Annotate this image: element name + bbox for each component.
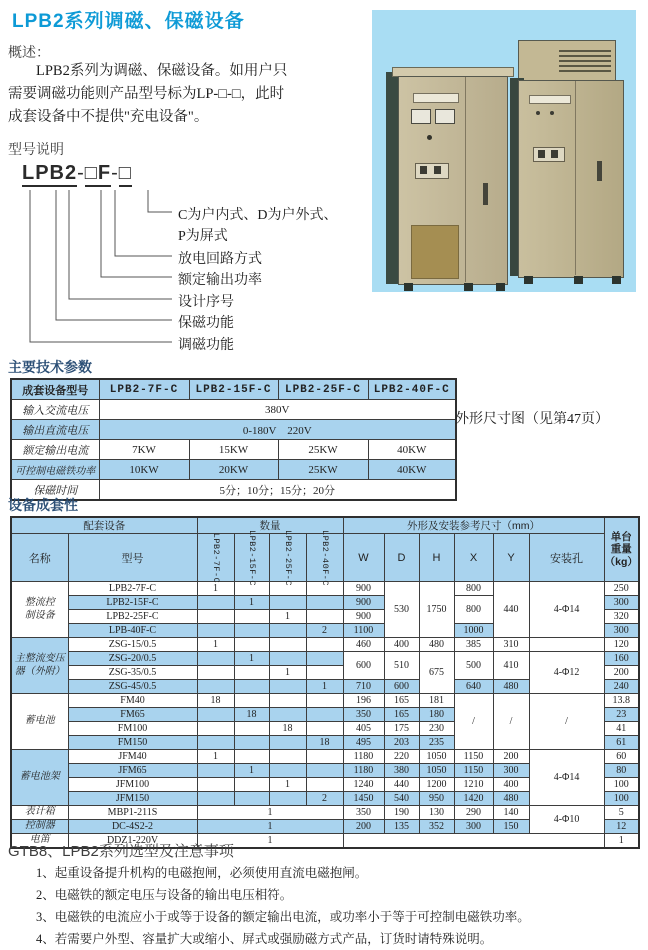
kit-weight: 41 bbox=[604, 722, 639, 736]
kit-heading: 设备成套性 bbox=[8, 497, 78, 513]
kit-name: 主整流变压 器（外附） bbox=[11, 638, 68, 694]
kit-qty: 18 bbox=[269, 722, 306, 736]
kit-weight: 23 bbox=[604, 708, 639, 722]
kit-d: 135 bbox=[384, 820, 419, 834]
kit-x: 1420 bbox=[454, 792, 493, 806]
kit-d: 380 bbox=[384, 764, 419, 778]
kit-d: 440 bbox=[384, 778, 419, 792]
kit-qty: 1 bbox=[197, 638, 234, 652]
kit-hole bbox=[529, 638, 604, 652]
kit-dim-col: H bbox=[419, 534, 454, 582]
kit-y: 310 bbox=[493, 638, 529, 652]
cabinet-right bbox=[518, 80, 624, 278]
model-code-mid: □F bbox=[85, 162, 111, 187]
params-value: 5分；10分；15分；20分 bbox=[99, 480, 456, 501]
kit-qty: 1 bbox=[234, 596, 269, 610]
kit-x: 300 bbox=[454, 820, 493, 834]
kit-weight: 240 bbox=[604, 680, 639, 694]
kit-qty: 1 bbox=[269, 778, 306, 792]
params-value: 25KW bbox=[278, 440, 368, 460]
params-value: 380V bbox=[99, 400, 456, 420]
kit-header-group: 配套设备 bbox=[11, 517, 197, 534]
kit-x: 290 bbox=[454, 806, 493, 820]
kit-w: 1100 bbox=[343, 624, 384, 638]
kit-w: 1180 bbox=[343, 764, 384, 778]
kit-h: 181 bbox=[419, 694, 454, 708]
kit-w: 200 bbox=[343, 820, 384, 834]
kit-x: 800 bbox=[454, 582, 493, 596]
kit-h: 1050 bbox=[419, 764, 454, 778]
kit-y: / bbox=[493, 694, 529, 750]
kit-dim-col: Y bbox=[493, 534, 529, 582]
kit-qty: 1 bbox=[197, 806, 343, 820]
kit-x: 800 bbox=[454, 596, 493, 624]
kit-qty: 1 bbox=[197, 820, 343, 834]
kit-table bbox=[10, 516, 640, 849]
kit-x: 500 bbox=[454, 652, 493, 680]
kit-d: 165 bbox=[384, 694, 419, 708]
model-label: C为户内式、D为户外式、 bbox=[178, 208, 338, 223]
kit-name: 整流控 制设备 bbox=[11, 582, 68, 638]
kit-hole: 4-Φ10 bbox=[529, 806, 604, 834]
kit-model: ZSG-15/0.5 bbox=[68, 638, 197, 652]
kit-model: LPB-40F-C bbox=[68, 624, 197, 638]
kit-y: 400 bbox=[493, 778, 529, 792]
kit-d: 165 bbox=[384, 708, 419, 722]
kit-model: ZSG-20/0.5 bbox=[68, 652, 197, 666]
kit-qty: 18 bbox=[197, 694, 234, 708]
kit-qty: 2 bbox=[306, 792, 343, 806]
kit-w: 900 bbox=[343, 582, 384, 596]
kit-model: JFM65 bbox=[68, 764, 197, 778]
kit-weight: 300 bbox=[604, 596, 639, 610]
kit-h: 1750 bbox=[419, 582, 454, 638]
kit-y: 150 bbox=[493, 820, 529, 834]
kit-model: MBP1-211S bbox=[68, 806, 197, 820]
kit-x: 1000 bbox=[454, 624, 493, 638]
kit-h: 130 bbox=[419, 806, 454, 820]
kit-qty: 1 bbox=[306, 680, 343, 694]
kit-w: 1180 bbox=[343, 750, 384, 764]
params-header: LPB2-25F-C bbox=[278, 379, 368, 400]
notes-heading: GTB8、LPB2系列选型及注意事项 bbox=[8, 843, 234, 860]
kit-d: 600 bbox=[384, 680, 419, 694]
kit-header-weight: 单台 重量 （kg） bbox=[604, 517, 639, 582]
model-code-dash: - bbox=[111, 162, 119, 184]
kit-w: 350 bbox=[343, 708, 384, 722]
kit-header-qty: 数量 bbox=[197, 517, 343, 534]
kit-w: 350 bbox=[343, 806, 384, 820]
kit-h: 180 bbox=[419, 708, 454, 722]
kit-w: 900 bbox=[343, 610, 384, 624]
kit-dim-col: X bbox=[454, 534, 493, 582]
kit-weight: 200 bbox=[604, 666, 639, 680]
kit-hole: / bbox=[529, 694, 604, 750]
kit-model: JFM150 bbox=[68, 792, 197, 806]
kit-name: 表计箱 bbox=[11, 806, 68, 820]
params-label: 输入交流电压 bbox=[11, 400, 99, 420]
params-value: 0-180V 220V bbox=[99, 420, 456, 440]
kit-x: 640 bbox=[454, 680, 493, 694]
kit-model: FM150 bbox=[68, 736, 197, 750]
params-header: LPB2-40F-C bbox=[368, 379, 456, 400]
kit-y: 300 bbox=[493, 764, 529, 778]
kit-weight: 1 bbox=[604, 834, 639, 849]
params-value: 10KW bbox=[99, 460, 189, 480]
kit-h: 1200 bbox=[419, 778, 454, 792]
kit-x: 385 bbox=[454, 638, 493, 652]
model-label: P为屏式 bbox=[178, 229, 228, 244]
kit-qty: 2 bbox=[306, 624, 343, 638]
kit-w: 600 bbox=[343, 652, 384, 680]
params-value: 40KW bbox=[368, 440, 456, 460]
notes-list bbox=[36, 862, 636, 950]
kit-model: DC-4S2-2 bbox=[68, 820, 197, 834]
kit-weight: 5 bbox=[604, 806, 639, 820]
kit-w: 405 bbox=[343, 722, 384, 736]
kit-d: 220 bbox=[384, 750, 419, 764]
kit-model: LPB2-7F-C bbox=[68, 582, 197, 596]
kit-h: 230 bbox=[419, 722, 454, 736]
kit-model: ZSG-35/0.5 bbox=[68, 666, 197, 680]
kit-w: 495 bbox=[343, 736, 384, 750]
note-item: 2、电磁铁的额定电压与设备的输出电压相符。 bbox=[36, 888, 293, 902]
kit-weight: 12 bbox=[604, 820, 639, 834]
note-item: 1、起重设备提升机构的电磁抱闸，必须使用直流电磁抱闸。 bbox=[36, 866, 368, 880]
params-header: LPB2-7F-C bbox=[99, 379, 189, 400]
kit-x: 1150 bbox=[454, 750, 493, 764]
kit-name: 电笛 bbox=[11, 834, 68, 849]
kit-model: FM100 bbox=[68, 722, 197, 736]
kit-y: 480 bbox=[493, 680, 529, 694]
kit-d: 190 bbox=[384, 806, 419, 820]
kit-dim-col: D bbox=[384, 534, 419, 582]
kit-h: 480 bbox=[419, 638, 454, 652]
kit-w: 900 bbox=[343, 596, 384, 610]
params-table bbox=[10, 378, 457, 501]
kit-x: / bbox=[454, 694, 493, 750]
params-label: 额定输出电流 bbox=[11, 440, 99, 460]
kit-x: 1150 bbox=[454, 764, 493, 778]
params-value: 15KW bbox=[189, 440, 278, 460]
kit-qty: 18 bbox=[306, 736, 343, 750]
kit-qty: 1 bbox=[269, 610, 306, 624]
kit-model: LPB2-25F-C bbox=[68, 610, 197, 624]
model-code-end: □ bbox=[119, 162, 132, 187]
cabinet-left bbox=[398, 76, 508, 285]
kit-y: 410 bbox=[493, 652, 529, 680]
kit-qty: 1 bbox=[234, 764, 269, 778]
kit-weight: 120 bbox=[604, 638, 639, 652]
kit-name: 控制器 bbox=[11, 820, 68, 834]
params-heading: 主要技术参数 bbox=[8, 359, 92, 375]
kit-qty: 1 bbox=[234, 652, 269, 666]
kit-model: LPB2-15F-C bbox=[68, 596, 197, 610]
kit-qty: 1 bbox=[197, 834, 343, 849]
params-label: 输出直流电压 bbox=[11, 420, 99, 440]
kit-weight: 250 bbox=[604, 582, 639, 596]
page-title: LPB2系列调磁、保磁设备 bbox=[12, 11, 245, 32]
kit-weight: 320 bbox=[604, 610, 639, 624]
kit-w: 1240 bbox=[343, 778, 384, 792]
model-label: 保磁功能 bbox=[178, 316, 234, 331]
note-item: 3、电磁铁的电流应小于或等于设备的额定输出电流，或功率小于等于可控制电磁铁功率。 bbox=[36, 910, 530, 924]
params-header: LPB2-15F-C bbox=[189, 379, 278, 400]
kit-weight: 61 bbox=[604, 736, 639, 750]
overview-line: 需要调磁功能则产品型号标为LP-□-□，此时 bbox=[8, 86, 285, 102]
kit-dim-col: W bbox=[343, 534, 384, 582]
kit-model: FM65 bbox=[68, 708, 197, 722]
params-header: 成套设备型号 bbox=[11, 379, 99, 400]
kit-qty: 1 bbox=[197, 750, 234, 764]
model-label: 放电回路方式 bbox=[178, 252, 262, 267]
vent-slots bbox=[559, 47, 611, 73]
product-photo bbox=[372, 10, 636, 292]
kit-weight: 100 bbox=[604, 778, 639, 792]
model-label: 额定输出功率 bbox=[178, 273, 262, 288]
kit-hole: 4-Φ14 bbox=[529, 582, 604, 638]
kit-h: 235 bbox=[419, 736, 454, 750]
kit-header-dims: 外形及安装参考尺寸（mm） bbox=[343, 517, 604, 534]
dimension-note: 外形尺寸图（见第47页） bbox=[455, 412, 609, 427]
kit-d: 203 bbox=[384, 736, 419, 750]
kit-qty-col: LPB2-25F-C bbox=[282, 529, 293, 586]
kit-weight: 60 bbox=[604, 750, 639, 764]
model-code-dash: - bbox=[77, 162, 85, 184]
kit-y: 140 bbox=[493, 806, 529, 820]
kit-hole: 4-Φ14 bbox=[529, 750, 604, 806]
cabinet-right-topbox bbox=[518, 40, 616, 82]
kit-qty-col: LPB2-15F-C bbox=[246, 529, 257, 586]
kit-model: ZSG-45/0.5 bbox=[68, 680, 197, 694]
kit-qty: 1 bbox=[197, 582, 234, 596]
kit-hole: 4-Φ12 bbox=[529, 652, 604, 694]
kit-weight: 100 bbox=[604, 792, 639, 806]
kit-empty-dims bbox=[343, 834, 604, 849]
kit-y: 480 bbox=[493, 792, 529, 806]
kit-d: 400 bbox=[384, 638, 419, 652]
kit-model: JFM40 bbox=[68, 750, 197, 764]
kit-weight: 13.8 bbox=[604, 694, 639, 708]
model-heading: 型号说明 bbox=[8, 141, 64, 157]
params-value: 25KW bbox=[278, 460, 368, 480]
note-item: 4、若需要户外型、容量扩大或缩小、屏式或强励磁方式产品，订货时请特殊说明。 bbox=[36, 932, 493, 946]
model-label: 设计序号 bbox=[178, 295, 234, 310]
kit-w: 460 bbox=[343, 638, 384, 652]
model-code-base: LPB2 bbox=[22, 162, 77, 187]
kit-qty: 18 bbox=[234, 708, 269, 722]
kit-x: 1210 bbox=[454, 778, 493, 792]
kit-d: 510 bbox=[384, 652, 419, 680]
kit-h: 675 bbox=[419, 652, 454, 694]
kit-weight: 300 bbox=[604, 624, 639, 638]
kit-w: 196 bbox=[343, 694, 384, 708]
params-value: 7KW bbox=[99, 440, 189, 460]
model-label: 调磁功能 bbox=[178, 338, 234, 353]
kit-w: 710 bbox=[343, 680, 384, 694]
kit-name: 蓄电池架 bbox=[11, 750, 68, 806]
kit-d: 540 bbox=[384, 792, 419, 806]
params-label: 可控制电磁铁功率 bbox=[11, 460, 99, 480]
params-value: 40KW bbox=[368, 460, 456, 480]
kit-model: JFM100 bbox=[68, 778, 197, 792]
kit-d: 175 bbox=[384, 722, 419, 736]
kit-name: 蓄电池 bbox=[11, 694, 68, 750]
kit-qty-col: LPB2-7F-C bbox=[210, 532, 221, 583]
kit-header-model: 型号 bbox=[68, 534, 197, 582]
kit-h: 950 bbox=[419, 792, 454, 806]
kit-dim-col: 安装孔 bbox=[529, 534, 604, 582]
kit-d: 530 bbox=[384, 582, 419, 638]
kit-model: DDZ1-220V bbox=[68, 834, 197, 849]
params-label: 保磁时间 bbox=[11, 480, 99, 501]
overview-line: LPB2系列为调磁、保磁设备。如用户只 bbox=[36, 63, 288, 79]
kit-header-name: 名称 bbox=[11, 534, 68, 582]
kit-weight: 160 bbox=[604, 652, 639, 666]
overview-heading: 概述： bbox=[8, 44, 50, 60]
kit-h: 352 bbox=[419, 820, 454, 834]
kit-w: 1450 bbox=[343, 792, 384, 806]
kit-h: 1050 bbox=[419, 750, 454, 764]
kit-model: FM40 bbox=[68, 694, 197, 708]
kit-qty-col: LPB2-40F-C bbox=[319, 529, 330, 586]
kit-y: 200 bbox=[493, 750, 529, 764]
kit-y: 440 bbox=[493, 582, 529, 638]
overview-line: 成套设备中不提供"充电设备"。 bbox=[8, 109, 209, 125]
kit-weight: 80 bbox=[604, 764, 639, 778]
params-value: 20KW bbox=[189, 460, 278, 480]
kit-qty: 1 bbox=[269, 666, 306, 680]
